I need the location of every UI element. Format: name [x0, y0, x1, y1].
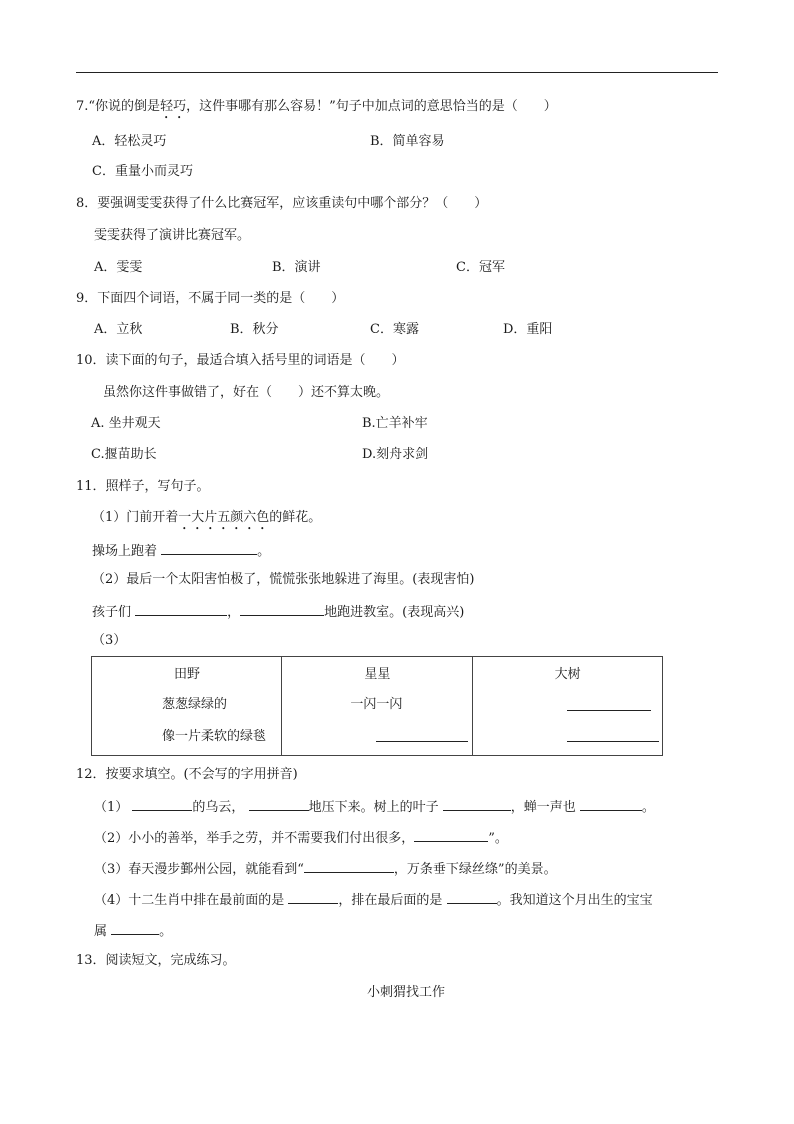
table-col-xingxing	[282, 657, 472, 756]
q11-part2-example: （2）最后一个太阳害怕极了，慌慌张张地躲进了海里。(表现害怕)	[92, 572, 475, 587]
q12-blank-5[interactable]	[414, 828, 488, 842]
q8-sentence: 雯雯获得了演讲比赛冠军。	[94, 228, 251, 243]
q11-part1-example: （1）门前开着一大片五颜六色的鲜花。	[92, 510, 322, 525]
table-col-dashu	[472, 657, 662, 756]
col2-title: 星星	[364, 667, 391, 682]
col3-blank-1[interactable]	[567, 697, 651, 711]
q12-line1: （1） 的乌云， 地压下来。树上的叶子 ，蝉一声也 。	[94, 797, 655, 817]
q7-option-b[interactable]: B．简单容易	[370, 134, 445, 149]
q9-option-b[interactable]: B．秋分	[230, 322, 279, 337]
q12-blank-9[interactable]	[111, 921, 159, 935]
q11-dotted-phrase: 一大片五颜六色	[178, 510, 270, 525]
col2-line2: 一闪一闪	[350, 697, 403, 712]
q11-part3-label: （3）	[92, 633, 127, 648]
q10-option-b[interactable]: B.亡羊补牢	[362, 416, 428, 431]
q12-blank-7[interactable]	[288, 890, 338, 904]
q11-table	[91, 656, 663, 756]
q11-part2-blank-1[interactable]	[135, 602, 227, 616]
q11-stem: 11．照样子，写句子。	[76, 479, 210, 494]
q12-line2: （2）小小的善举，举手之劳，并不需要我们付出很多， ”。	[94, 828, 508, 848]
q12-blank-2[interactable]	[249, 797, 309, 811]
q10-option-c[interactable]: C.揠苗助长	[91, 447, 157, 462]
q7-option-c[interactable]: C．重量小而灵巧	[92, 164, 193, 179]
col3-title: 大树	[554, 667, 581, 682]
q9-stem: 9．下面四个词语，不属于同一类的是（ ）	[76, 291, 345, 306]
q12-blank-6[interactable]	[304, 859, 394, 873]
q10-option-d[interactable]: D.刻舟求剑	[362, 447, 429, 462]
q7-stem: 7.“你说的倒是轻巧，这件事哪有那么容易！”句子中加点词的意思恰当的是（ ）	[76, 99, 557, 114]
col1-line2: 葱葱绿绿的	[162, 697, 228, 712]
q10-sentence: 虽然你这件事做错了，好在（ ）还不算太晚。	[103, 385, 390, 400]
q9-option-a[interactable]: A．立秋	[94, 322, 143, 337]
q8-option-c[interactable]: C．冠军	[456, 260, 505, 275]
q12-line3: （3）春天漫步鄞州公园，就能看到“ ，万条垂下绿丝绦”的美景。	[94, 859, 557, 879]
q9-option-d[interactable]: D．重阳	[503, 322, 553, 337]
q8-stem: 8．要强调雯雯获得了什么比赛冠军，应该重读句中哪个部分？（ ）	[76, 196, 488, 211]
q9-option-c[interactable]: C．寒露	[370, 322, 419, 337]
q12-line5: 属 。	[94, 921, 172, 941]
q11-part2-blank-2[interactable]	[240, 602, 324, 616]
col1-line3: 像一片柔软的绿毯	[162, 729, 267, 744]
col1-title: 田野	[174, 667, 201, 682]
q12-blank-8[interactable]	[447, 890, 497, 904]
header-rule	[76, 72, 718, 73]
table-col-tianye	[92, 657, 282, 756]
col3-blank-2[interactable]	[567, 728, 659, 742]
q12-blank-3[interactable]	[443, 797, 511, 811]
q13-stem: 13．阅读短文，完成练习。	[76, 953, 236, 968]
q13-passage-title: 小刺猬找工作	[367, 985, 446, 1000]
q10-stem: 10．读下面的句子，最适合填入括号里的词语是（ ）	[76, 353, 405, 368]
q7-option-a[interactable]: A．轻松灵巧	[92, 134, 167, 149]
q11-part1-blank[interactable]	[161, 541, 257, 555]
q8-option-b[interactable]: B．演讲	[272, 260, 321, 275]
q11-part2-task: 孩子们 ， 地跑进教室。(表现高兴)	[92, 602, 464, 622]
q12-line4: （4）十二生肖中排在最前面的是 ，排在最后面的是 。我知道这个月出生的宝宝	[94, 890, 653, 910]
q8-option-a[interactable]: A．雯雯	[94, 260, 143, 275]
q12-blank-1[interactable]	[132, 797, 192, 811]
q12-stem: 12．按要求填空。(不会写的字用拼音)	[76, 767, 298, 782]
q12-blank-4[interactable]	[580, 797, 642, 811]
col2-blank[interactable]	[376, 728, 468, 742]
q7-dotted-word: 轻巧	[160, 99, 187, 114]
q10-option-a[interactable]: A. 坐井观天	[91, 416, 161, 431]
q11-part1-task: 操场上跑着 。	[92, 541, 270, 561]
